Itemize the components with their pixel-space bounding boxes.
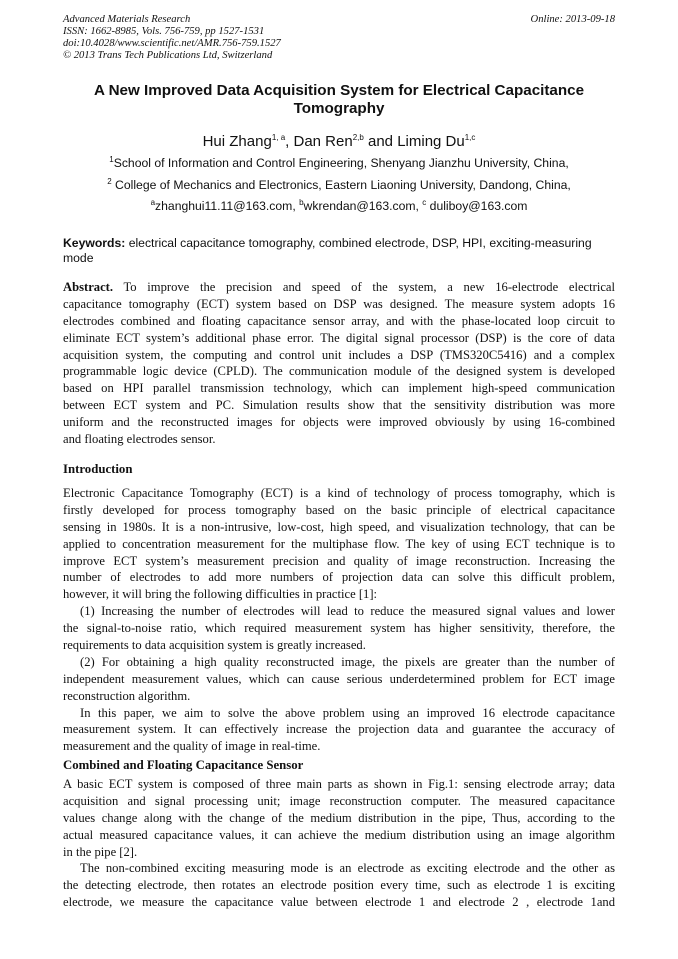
text-line: (1) Increasing the number of electrodes will lead to reduce the measured signal values and lower [80, 604, 615, 619]
affiliation-1 [63, 156, 615, 170]
text-line: independent measurement values, which can cause serious underdetermined problem for ECT image [63, 671, 615, 686]
text-line: reconstruction algorithm. [63, 688, 191, 703]
text-line: measurement and the quality of image in real-time. [63, 739, 321, 754]
text-line: number of electrodes to add more numbers of projection data can solve this difficult problem, [63, 570, 615, 585]
text-line: requirements to data acquisition system is greatly increased. [63, 638, 366, 653]
aff-sup: 1 [109, 154, 114, 164]
text-line: sensing in 1980s. It is a non-intrusive, low-cost, high speed, and visualization technology, that can be [63, 519, 615, 534]
author-name: , Dan Ren [285, 133, 353, 150]
section-heading-introduction: Introduction [63, 462, 133, 476]
text-line: In this paper, we aim to solve the above problem using an improved 16 electrode capacitance [80, 705, 615, 720]
paper-title [63, 82, 615, 118]
title-line: Tomography [293, 100, 385, 117]
sensor-section-body [63, 776, 615, 911]
author-sup: 1,c [464, 133, 476, 142]
abstract-label: Abstract. [63, 280, 114, 294]
text-line: firstly developed for process tomography based on the basic principle of electrical capacitance [63, 502, 615, 517]
keywords [63, 236, 615, 266]
text-line: the detecting electrode, then rotates an electrode position every time, such as electrode 1 is exciting [63, 878, 615, 893]
text-line: electrodes combined and floating capacitance sensor array, and with the phase-located loop circuit to [63, 313, 615, 328]
text-line: Abstract. To improve the precision and speed of the system, a new 16-electrode electrical [63, 280, 615, 294]
text-line: acquisition and signal processing unit; image reconstruction computer. The measured capacitance [63, 793, 615, 808]
text-line: eliminate ECT system’s additional phase error. The digital signal processor (DSP) is the core of data [63, 330, 615, 345]
author-sup: 1, a [271, 133, 286, 142]
text-line: programmable logic device (CPLD). The communication module of the designed system is developed [63, 364, 615, 379]
text-line: improve ECT system’s measurement precision and quality of image reconstruction. Increasing the [63, 553, 615, 568]
abstract [63, 279, 615, 448]
doi-line: doi:10.4028/www.scientific.net/AMR.756-759.1527 [63, 38, 281, 49]
email-sup: b [299, 197, 304, 207]
email-sup: a [150, 197, 156, 207]
text-line: the signal-to-noise ratio, which required measurement system has higher sensitivity, therefore, the [63, 621, 615, 636]
aff-text: College of Mechanics and Electronics, Eastern Liaoning University, Dandong, China, [111, 178, 571, 192]
text-line: and floating electrodes sensor. [63, 432, 216, 447]
keywords-label: Keywords: [63, 236, 126, 250]
text-line: capacitance tomography (ECT) system based on DSP was designed. The measure system adopts 16 [63, 296, 615, 311]
author-name: Hui Zhang [202, 133, 272, 150]
author-name: and Liming Du [363, 133, 465, 150]
online-date: Online: 2013-09-18 [530, 14, 615, 25]
affiliation-2 [63, 178, 615, 192]
issn-line: ISSN: 1662-8985, Vols. 756-759, pp 1527-1531 [63, 26, 265, 37]
text-line: (2) For obtaining a high quality reconstructed image, the pixels are greater than the number of [80, 654, 615, 669]
text-line: applied to concentration measurement for the multiphase flow. The key of using ECT technique is to [63, 536, 615, 551]
authors [63, 133, 615, 150]
text-line: Electronic Capacitance Tomography (ECT) is a kind of technology of process tomography, which is [63, 486, 615, 500]
text-line: acquisition system, the computing and control unit includes a DSP (TMS320C5416) and a complex [63, 347, 615, 362]
text-line: between ECT system and PC. Simulation results show that the sensitivity distribution was more [63, 398, 615, 413]
text-line: based on HPI parallel transmission technology, which can implement high-speed communication [63, 381, 615, 396]
introduction-body [63, 485, 615, 755]
text-line: however, it will bring the following difficulties in practice [1]: [63, 587, 378, 602]
email-sup: c [422, 197, 427, 207]
text-line: measurement system. It can effectively increase the projection data and guarantee the accuracy of [63, 722, 615, 737]
aff-text: School of Information and Control Engineering, Shenyang Jianzhu University, China, [113, 156, 569, 170]
copyright-line: © 2013 Trans Tech Publications Ltd, Switzerland [63, 50, 273, 61]
title-line: A New Improved Data Acquisition System for Electrical Capacitance [93, 82, 585, 99]
emails [63, 199, 615, 213]
keywords-text: electrical capacitance tomography, combined electrode, DSP, HPI, exciting-measuring mode [63, 236, 592, 265]
text-line: electrode, we measure the capacitance value between electrode 1 and electrode 2 , electrode 1and [63, 895, 615, 910]
email: wkrendan@163.com, [303, 199, 423, 213]
text-line: actual measured capacitance values, it can achieve the medium distribution using an image algorithm [63, 827, 615, 842]
journal-name: Advanced Materials Research [63, 14, 191, 25]
text-line: values change along with the change of the medium distribution in the pipe, Thus, according to the [63, 810, 615, 825]
section-heading-sensor: Combined and Floating Capacitance Sensor [63, 758, 304, 772]
author-sup: 2,b [352, 133, 364, 142]
text-line: uniform and the reconstructed images for objects were improved obviously by using 16-combined [63, 415, 615, 430]
text-line: in the pipe [2]. [63, 844, 138, 859]
aff-sup: 2 [107, 176, 112, 186]
text-line: The non-combined exciting measuring mode is an electrode as exciting electrode and the other as [80, 861, 615, 876]
email: duliboy@163.com [426, 199, 528, 213]
text-line: A basic ECT system is composed of three main parts as shown in Fig.1: sensing electrode array; data [63, 777, 615, 791]
email: zhanghui11.11@163.com, [155, 199, 300, 213]
